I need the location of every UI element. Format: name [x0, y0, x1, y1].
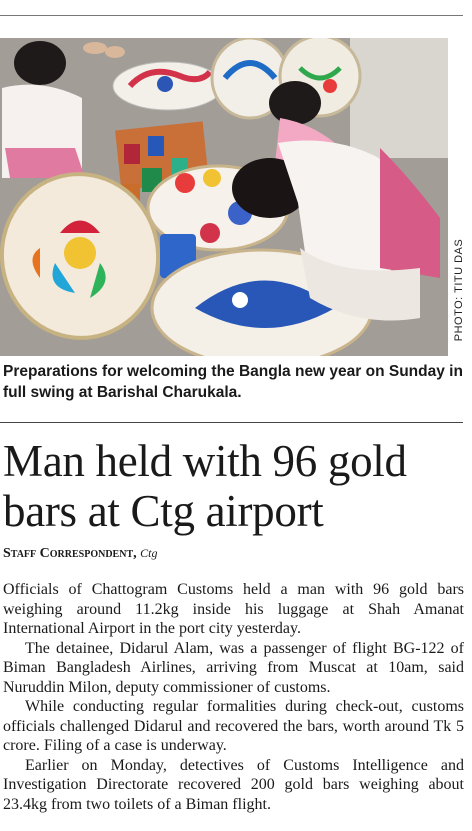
byline-place: Ctg: [140, 546, 158, 560]
article-paragraph: Officials of Chattogram Customs held a man with 96 gold bars weighing around 11.2kg inside his luggage at Shah Amanat International Airport in the port city yesterday.: [3, 581, 464, 637]
news-photo: [0, 38, 448, 356]
article-headline[interactable]: Man held with 96 gold bars at Ctg airport: [3, 436, 407, 536]
photo-credit-text: PHOTO: TITU DAS: [453, 238, 465, 342]
photo-credit: [448, 225, 470, 355]
section-rule: [0, 422, 463, 423]
byline-name: Staff Correspondent,: [3, 546, 137, 561]
photo-illustration: [0, 38, 448, 356]
photo-caption: Preparations for welcoming the Bangla new year on Sunday in full swing at Barishal Charukala.: [3, 363, 463, 401]
article-body: [3, 580, 464, 814]
article-paragraph: While conducting regular formalities during check-out, customs officials challenged Didarul and recovered the bars, worth around Tk 5 crore. Filing of a case is underway.: [3, 698, 464, 754]
top-rule: [0, 15, 463, 16]
article-paragraph: Earlier on Monday, detectives of Customs Intelligence and Investigation Directorate recovered 200 gold bars weighing about 23.4kg from two toilets of a Biman flight.: [3, 756, 464, 813]
article-paragraph: The detainee, Didarul Alam, was a passenger of flight BG-122 of Biman Bangladesh Airlines, arriving from Muscat at 10am, said Nuruddin Milon, deputy commissioner of customs.: [3, 639, 464, 696]
byline: [3, 546, 157, 562]
